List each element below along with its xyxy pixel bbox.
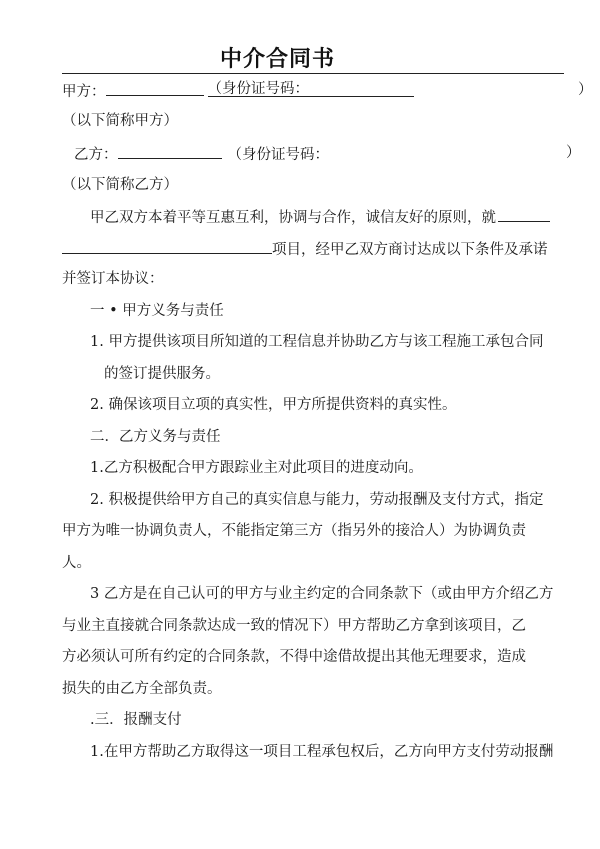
preamble-line-2: 项目，经甲乙双方商讨达成以下条件及承诺 bbox=[62, 238, 548, 260]
project-blank-1 bbox=[498, 206, 550, 222]
party-a-alias: （以下简称甲方） bbox=[62, 113, 178, 129]
section-1-item-1-line-2: 的签订提供服务。 bbox=[104, 366, 220, 382]
section-3-heading: .三．报酬支付 bbox=[90, 712, 182, 728]
section-2-heading: 二．乙方义务与责任 bbox=[90, 429, 221, 445]
section-1-heading: 一 • 甲方义务与责任 bbox=[90, 303, 224, 319]
party-b-alias: （以下简称乙方） bbox=[62, 177, 178, 193]
project-blank-2 bbox=[62, 238, 272, 254]
section-2-item-3-line-3: 方必须认可所有约定的合同条款，不得中途借故提出其他无理要求，造成 bbox=[62, 649, 526, 665]
section-2-item-2-line-3: 人。 bbox=[62, 555, 91, 571]
section-2-item-2-line-2: 甲方为唯一协调负责人，不能指定第三方（指另外的接洽人）为协调负责 bbox=[62, 523, 526, 539]
section-2-item-3-line-2: 与业主直接就合同条款达成一致的情况下）甲方帮助乙方拿到该项目，乙 bbox=[62, 618, 526, 634]
party-a-id-label: （身份证号码： bbox=[207, 81, 309, 97]
section-3-item-1-line-1: 1.在甲方帮助乙方取得这一项目工程承包权后，乙方向甲方支付劳动报酬 bbox=[90, 744, 554, 760]
party-a-name-blank bbox=[106, 80, 204, 96]
preamble-line-1: 甲乙双方本着平等互惠互利，协调与合作，诚信友好的原则，就 bbox=[90, 206, 550, 228]
party-b-label: 乙方： bbox=[74, 147, 118, 163]
party-a-close-paren: ） bbox=[578, 82, 593, 98]
section-2-item-3-line-1: 3 乙方是在自己认可的甲方与业主约定的合同条款下（或由甲方介绍乙方 bbox=[90, 586, 554, 602]
party-b-line bbox=[62, 143, 329, 165]
party-b-close-paren: ） bbox=[566, 145, 581, 161]
title-divider bbox=[62, 73, 564, 74]
section-1-item-1-line-1: 1. 甲方提供该项目所知道的工程信息并协助乙方与该工程施工承包合同 bbox=[90, 334, 544, 350]
page-title: 中介合同书 bbox=[220, 47, 336, 72]
party-a-id-blank bbox=[204, 81, 414, 96]
party-b-name-blank bbox=[118, 143, 222, 159]
preamble-line-3: 并签订本协议： bbox=[62, 271, 164, 287]
section-2-item-1: 1.乙方积极配合甲方跟踪业主对此项目的进度动向。 bbox=[90, 460, 423, 476]
section-1-item-2: 2. 确保该项目立项的真实性，甲方所提供资料的真实性。 bbox=[90, 397, 457, 413]
section-2-item-3-line-4: 损失的由乙方全部负责。 bbox=[62, 681, 222, 697]
section-2-item-2-line-1: 2. 积极提供给甲方自己的真实信息与能力，劳动报酬及支付方式，指定 bbox=[90, 492, 544, 508]
party-a-label: 甲方： bbox=[62, 84, 106, 100]
party-b-id-label: （身份证号码： bbox=[227, 147, 329, 163]
party-a-line bbox=[62, 80, 414, 102]
